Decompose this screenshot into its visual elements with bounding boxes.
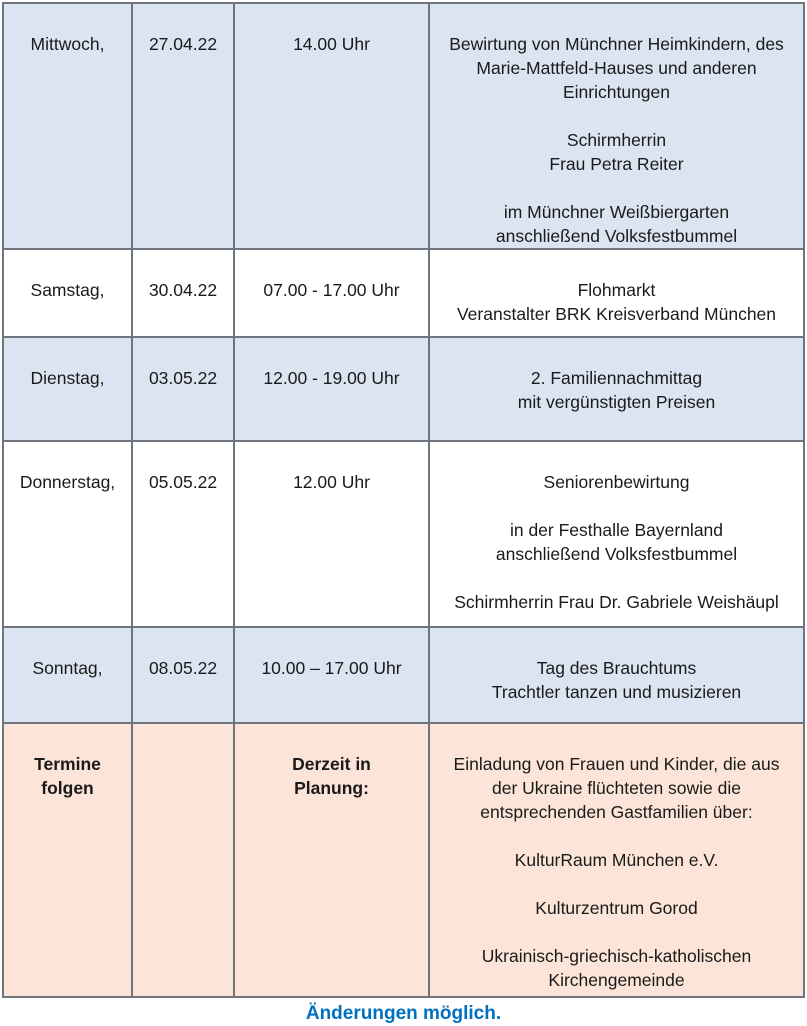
text-line: 05.05.22 xyxy=(148,472,218,492)
text-line: Mittwoch, xyxy=(30,34,105,54)
description-cell xyxy=(430,442,803,628)
text-line: Trachtler tanzen und musizieren xyxy=(491,682,742,702)
day-cell xyxy=(4,338,133,442)
text-line: Kulturzentrum Gorod xyxy=(535,898,698,918)
text-line: 07.00 - 17.00 Uhr xyxy=(263,280,400,300)
text-line: Marie-Mattfeld-Hauses und anderen xyxy=(476,58,757,78)
date-cell xyxy=(133,4,235,250)
time-cell xyxy=(235,4,430,250)
text-line xyxy=(438,920,795,944)
text-line: 08.05.22 xyxy=(148,658,218,678)
footer-note: Änderungen möglich. xyxy=(305,1003,502,1024)
description-cell xyxy=(430,724,803,996)
text-line: Flohmarkt xyxy=(577,280,656,300)
text-line: entsprechenden Gastfamilien über: xyxy=(480,802,753,822)
text-line: Seniorenbewirtung xyxy=(543,472,690,492)
day-cell xyxy=(4,724,133,996)
text-line: 10.00 – 17.00 Uhr xyxy=(261,658,402,678)
date-cell xyxy=(133,442,235,628)
day-cell xyxy=(4,4,133,250)
schedule-page xyxy=(0,2,807,1025)
text-line: 12.00 Uhr xyxy=(293,472,370,492)
date-cell xyxy=(133,628,235,724)
day-cell xyxy=(4,628,133,724)
text-line: im Münchner Weißbiergarten xyxy=(503,202,730,222)
time-cell xyxy=(235,628,430,724)
text-line: folgen xyxy=(41,778,94,798)
text-line: Ukrainisch-griechisch-katholischen xyxy=(481,946,752,966)
text-line: Termine xyxy=(34,754,101,774)
text-line: KulturRaum München e.V. xyxy=(514,850,719,870)
text-line: Derzeit in xyxy=(292,754,371,774)
text-line: 14.00 Uhr xyxy=(293,34,370,54)
time-cell xyxy=(235,442,430,628)
date-cell xyxy=(133,338,235,442)
day-cell xyxy=(4,442,133,628)
text-line: Einrichtungen xyxy=(562,82,671,102)
text-line: Einladung von Frauen und Kinder, die aus xyxy=(453,754,780,774)
text-line: 30.04.22 xyxy=(148,280,218,300)
text-line xyxy=(438,566,795,590)
text-line: Planung: xyxy=(294,778,369,798)
text-line: anschließend Volksfestbummel xyxy=(495,226,738,246)
schedule-table xyxy=(2,2,805,998)
time-cell xyxy=(235,724,430,996)
text-line: Tag des Brauchtums xyxy=(536,658,697,678)
text-line xyxy=(438,494,795,518)
text-line xyxy=(438,872,795,896)
text-line: in der Festhalle Bayernland xyxy=(509,520,724,540)
time-cell xyxy=(235,250,430,338)
text-line: 27.04.22 xyxy=(148,34,218,54)
description-cell xyxy=(430,250,803,338)
text-line: der Ukraine flüchteten sowie die xyxy=(491,778,742,798)
text-line: Veranstalter BRK Kreisverband München xyxy=(456,304,777,324)
date-cell xyxy=(133,724,235,996)
description-cell xyxy=(430,338,803,442)
description-cell xyxy=(430,4,803,250)
text-line xyxy=(438,176,795,200)
day-cell xyxy=(4,250,133,338)
text-line: Sonntag, xyxy=(32,658,103,678)
text-line xyxy=(438,104,795,128)
text-line: Frau Petra Reiter xyxy=(549,154,684,174)
text-line xyxy=(438,824,795,848)
text-line: anschließend Volksfestbummel xyxy=(495,544,738,564)
text-line: 03.05.22 xyxy=(148,368,218,388)
text-line: Schirmherrin xyxy=(566,130,667,150)
text-line: Bewirtung von Münchner Heimkindern, des xyxy=(449,34,784,54)
text-line: Samstag, xyxy=(30,280,105,300)
text-line: Dienstag, xyxy=(30,368,105,388)
text-line: Donnerstag, xyxy=(19,472,116,492)
text-line: Kirchengemeinde xyxy=(548,970,685,990)
description-cell xyxy=(430,628,803,724)
text-line: mit vergünstigten Preisen xyxy=(517,392,716,412)
text-line: Schirmherrin Frau Dr. Gabriele Weishäupl xyxy=(454,592,779,612)
time-cell xyxy=(235,338,430,442)
date-cell xyxy=(133,250,235,338)
text-line: 2. Familiennachmittag xyxy=(530,368,703,388)
text-line: 12.00 - 19.00 Uhr xyxy=(263,368,400,388)
